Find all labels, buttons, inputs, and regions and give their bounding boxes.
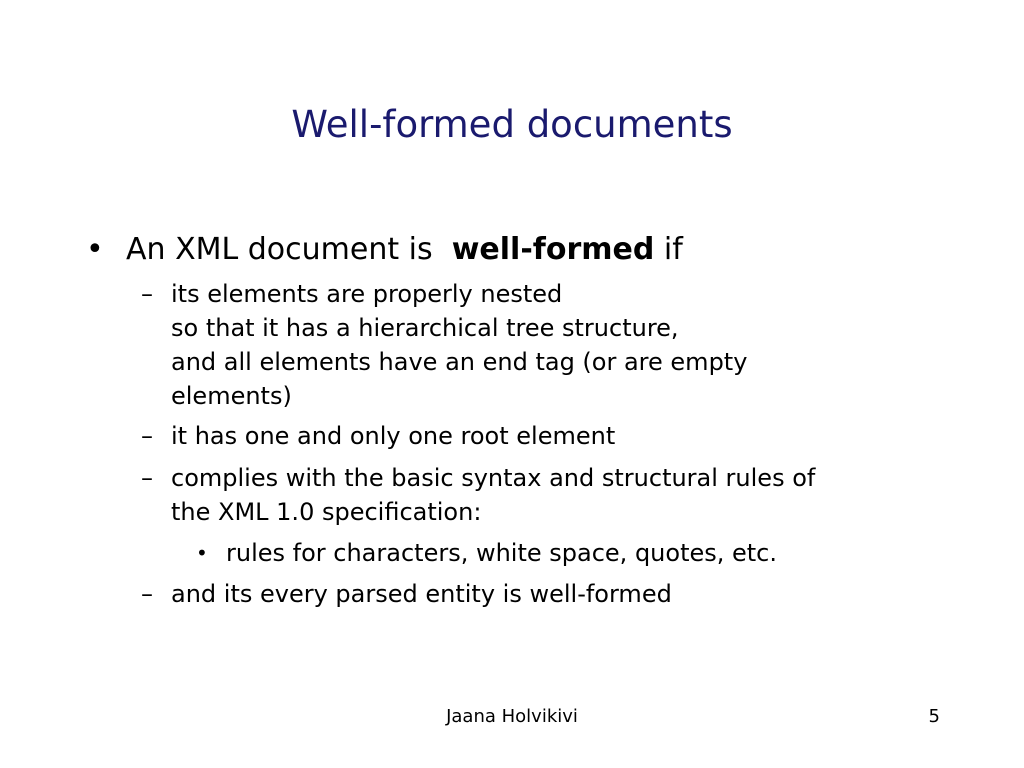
sub-item-line: and all elements have an end tag (or are empty (171, 348, 748, 376)
sub-item-line: elements) (171, 382, 292, 410)
footer-author: Jaana Holvikivi (446, 706, 578, 727)
slide-title: Well-formed documents (291, 103, 733, 146)
sub-item-line: it has one and only one root element (171, 422, 616, 450)
sub-item-line: its elements are properly nested (171, 280, 563, 308)
sub-item-line: the XML 1.0 specification: (171, 498, 482, 526)
main-bullet-emphasis: well-formed (451, 232, 655, 267)
dash-marker: – (141, 422, 153, 450)
subsub-item-text: rules for characters, white space, quotes, etc. (226, 539, 778, 567)
sub-item-text (171, 277, 747, 413)
main-bullet-prefix: An XML document is (126, 232, 433, 267)
sub-item-line: complies with the basic syntax and structural rules of (171, 464, 816, 492)
dash-marker: – (141, 280, 153, 308)
dash-marker: – (141, 464, 153, 492)
small-bullet-marker: • (196, 541, 208, 565)
dash-marker: – (141, 580, 153, 608)
sub-item-text (171, 577, 672, 611)
main-bullet-suffix: if (663, 232, 683, 267)
sub-item-text (171, 419, 615, 453)
sub-item-line: so that it has a hierarchical tree structure, (171, 314, 679, 342)
sub-item-text (171, 461, 815, 529)
bullet-marker: • (86, 232, 104, 267)
sub-item-line: and its every parsed entity is well-formed (171, 580, 672, 608)
page-number: 5 (928, 706, 940, 727)
main-bullet-text (126, 231, 683, 269)
